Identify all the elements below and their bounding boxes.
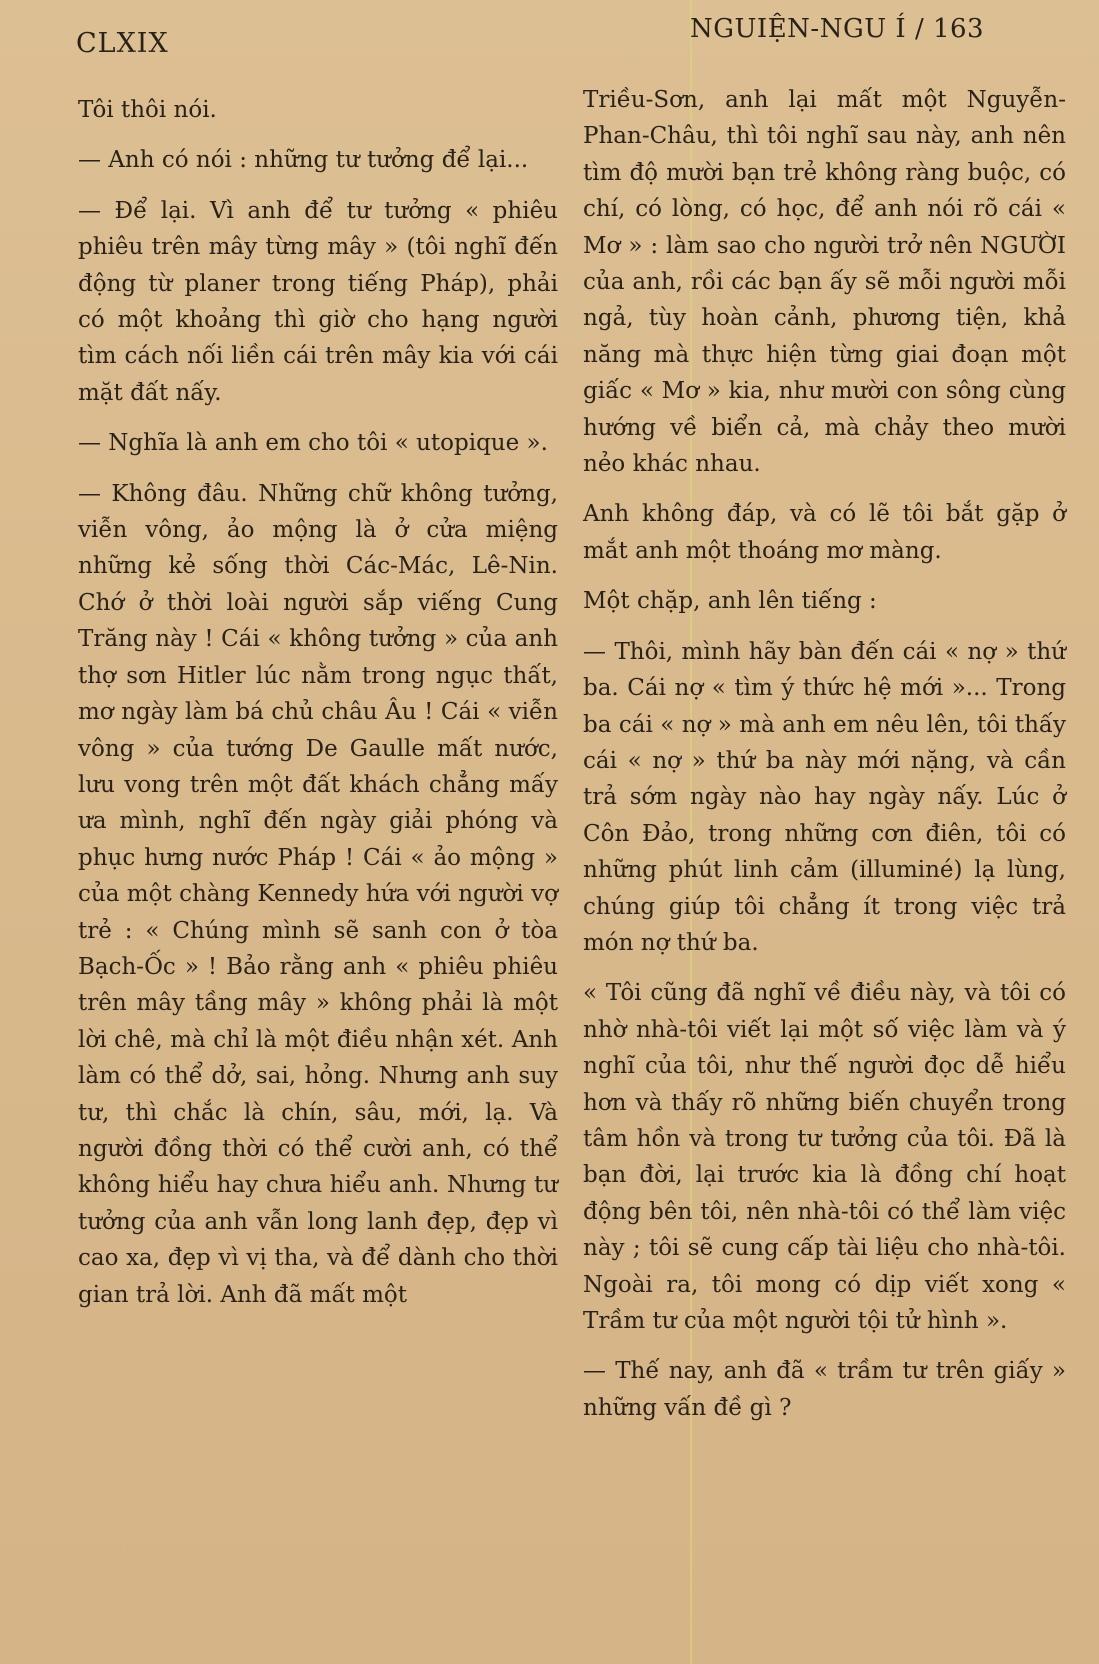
paragraph: Một chặp, anh lên tiếng : xyxy=(583,588,877,615)
paragraph: « Tôi cũng đã nghĩ về điều này, và tôi có nhờ nhà-tôi viết lại một số việc làm và ý nghĩ của tôi, như thế người đọc dễ hiểu hơn và thấy rõ những biến chuyển trong tâm hồn và trong tư tưởng của tôi. Đã là bạn đời, lại trước kia là đồng chí hoạt động bên tôi, nên nhà-tôi có thể làm việc này ; tôi sẽ cung cấp tài liệu cho nhà-tôi. Ngoài ra, tôi mong có dịp viết xong « Trầm tư của một người tội tử hình ». xyxy=(583,980,1066,1334)
paragraph: Anh không đáp, và có lẽ tôi bắt gặp ở mắt anh một thoáng mơ màng. xyxy=(583,501,1066,564)
paragraph: — Anh có nói : những tư tưởng để lại... xyxy=(78,147,529,174)
left-column xyxy=(78,92,558,1327)
right-column xyxy=(583,82,1066,1440)
paragraph: Tôi thôi nói. xyxy=(78,97,217,123)
paragraph: — Thôi, mình hãy bàn đến cái « nợ » thứ ba. Cái nợ « tìm ý thức hệ mới »... Trong ba cái « nợ » mà anh em nêu lên, tôi thấy cái « nợ » thứ ba này mới nặng, và cần trả sớm ngày nào hay ngày nấy. Lúc ở Côn Đảo, trong những cơn điên, tôi có những phút linh cảm (illuminé) lạ lùng, chúng giúp tôi chẳng ít trong việc trả món nợ thứ ba. xyxy=(583,638,1066,956)
running-header: NGUIỆN-NGU Í / 163 xyxy=(690,14,985,44)
paragraph: — Thế nay, anh đã « trầm tư trên giấy » những vấn đề gì ? xyxy=(583,1358,1066,1421)
section-numeral: CLXIX xyxy=(76,28,169,59)
paragraph: Triều-Sơn, anh lại mất một Nguyễn-Phan-Châu, thì tôi nghĩ sau này, anh nên tìm độ mười bạn trẻ không ràng buộc, có chí, có lòng, có học, để anh nói rõ cái « Mơ » : làm sao cho người trở nên NGƯỜI của anh, rồi các bạn ấy sẽ mỗi người mỗi ngả, tùy hoàn cảnh, phương tiện, khả năng mà thực hiện từng giai đoạn một giấc « Mơ » kia, như mười con sông cùng hướng về biển cả, mà chảy theo mười nẻo khác nhau. xyxy=(583,87,1066,478)
paragraph: — Không đâu. Những chữ không tưởng, viễn vông, ảo mộng là ở cửa miệng những kẻ sống thời Các-Mác, Lê-Nin. Chớ ở thời loài người sắp viếng Cung Trăng này ! Cái « không tưởng » của anh thợ sơn Hitler lúc nằm trong ngục thất, mơ ngày làm bá chủ châu Âu ! Cái « viễn vông » của tướng De Gaulle mất nước, lưu vong trên một đất khách chẳng mấy ưa mình, nghĩ đến ngày giải phóng và phục hưng nước Pháp ! Cái « ảo mộng » của một chàng Kennedy hứa với người vợ trẻ : « Chúng mình sẽ sanh con ở tòa Bạch-Ốc » ! Bảo rằng anh « phiêu phiêu trên mây tầng mây » không phải là một lời chê, mà chỉ là một điều nhận xét. Anh làm có thể dở, sai, hỏng. Nhưng anh suy tư, thì chắc là chín, sâu, mới, lạ. Và người đồng thời có thể cười anh, có thể không hiểu hay chưa hiểu anh. Nhưng tư tưởng của anh vẫn long lanh đẹp, đẹp vì cao xa, đẹp vì vị tha, và để dành cho thời gian trả lời. Anh đã mất một xyxy=(78,480,558,1308)
paragraph: — Để lại. Vì anh để tư tưởng « phiêu phiêu trên mây từng mây » (tôi nghĩ đến động từ planer trong tiếng Pháp), phải có một khoảng thì giờ cho hạng người tìm cách nối liền cái trên mây kia với cái mặt đất nấy. xyxy=(78,197,558,406)
paragraph: — Nghĩa là anh em cho tôi « utopique ». xyxy=(78,430,548,457)
